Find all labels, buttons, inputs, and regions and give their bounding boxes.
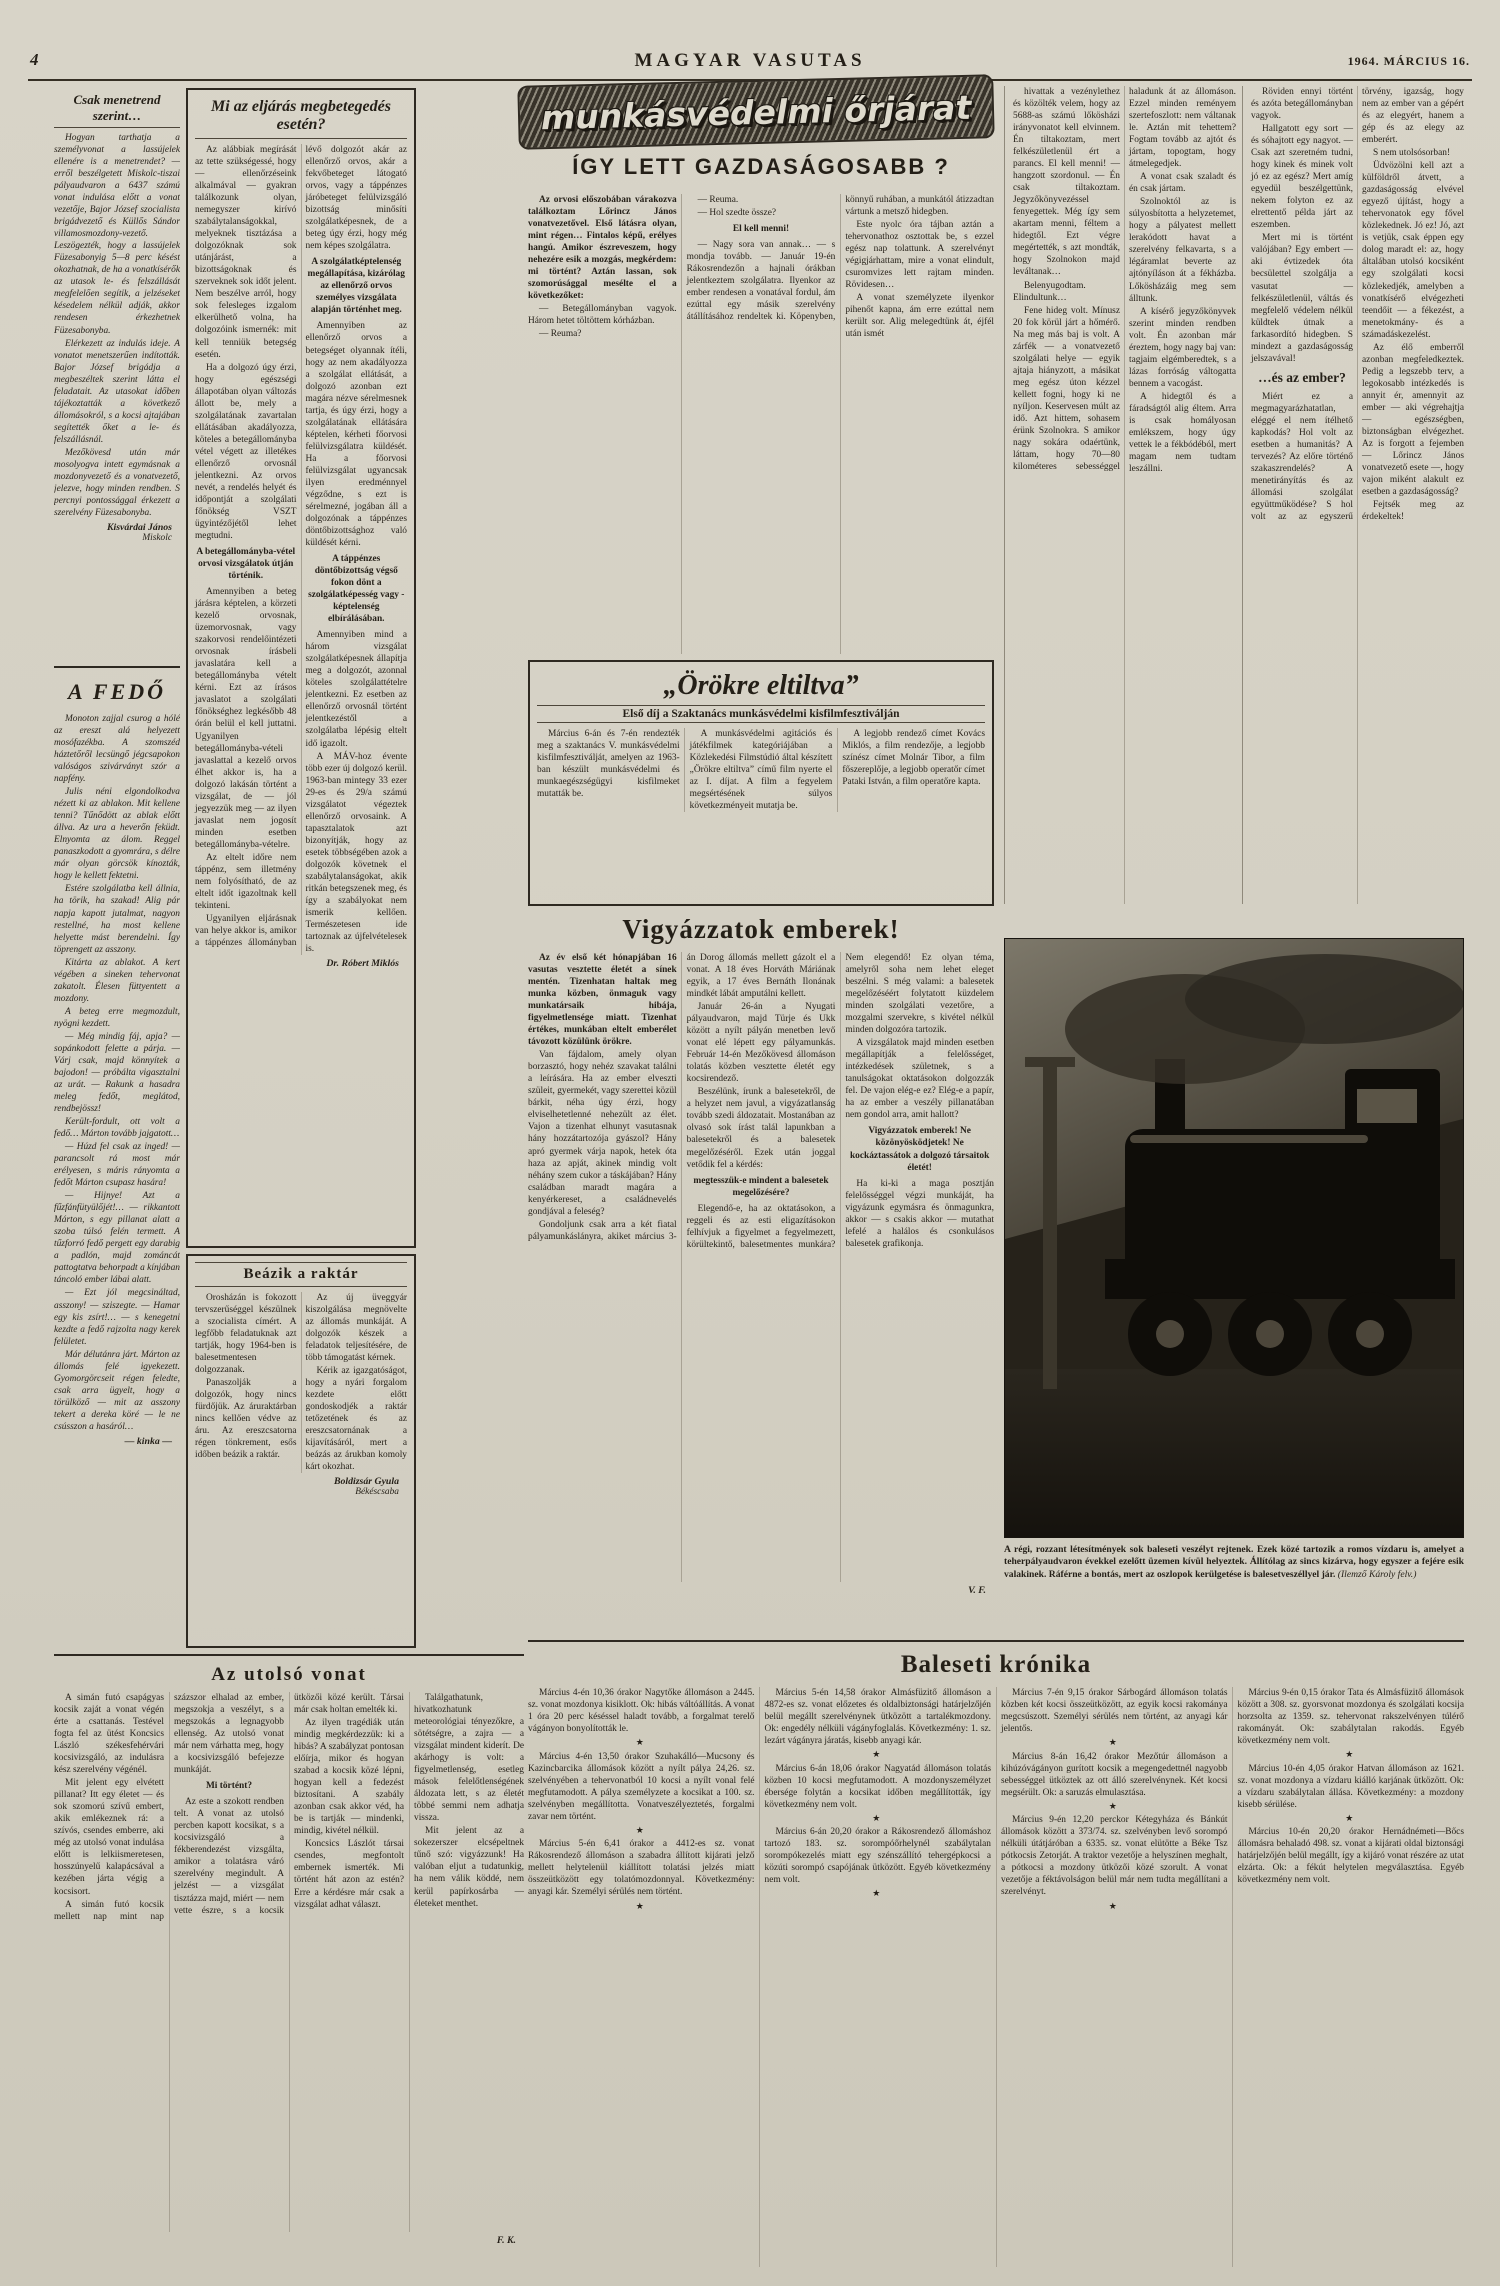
paragraph: Mert mi is történt valójában? Egy embert — aki évtizedek óta becsülettel szolgálja a vasutat — felkészületlenül, váltás és megfelelő védelem nélkül küldtek útnak a farkasordító hidegben. S mindezt a gazdaságosság jelszavával! [1251,233,1353,364]
paragraph: Koncsics Lászlót társai csendes, megfontolt embernek ismerték. Mi történt hát azon az estén? Erre a kérdésre már csak a vizsgálat adhat választ. [294,1839,404,1910]
paragraph: Az eltelt időre nem táppénz, sem illetmény nem folyósítható, de az eltelt időt igazoltnak kell tekinteni. [195,852,297,911]
article-baleseti-kronika [528,1640,1464,2286]
paragraph: A simán futó kocsik mellett nap mint nap százszor elhalad az ember, megszokja a veszélyt, s a megszokás a legnagyobb ellenség. Az utolsó vonat már nem várhatta meg, hogy a kocsivizsgáló befejezze munkáját. [54,1693,284,1922]
banner-title: munkásvédelmi őrjárat [540,87,972,137]
paragraph: Mit jelent egy elvétett pillanat? Itt egy életet — és sok szomorú szívű embert, akik emlékeznek rá: a szívós, csendes emberre, aki még az utolsó vonat indulása előtt is lelkiismeretesen, hosszúnyelű kalapácsával a kezében járta végig a kocsisort. [54,1778,164,1897]
paragraph: A MÁV-hoz évente több ezer új dolgozó kerül. 1963-ban mintegy 33 ezer 29-es és 29/a számú vizsgálatot végeztek ellenőrző orvosaink. A tapasztalatok azt bizonyítják, hogy az esetek többségében azok a dolgozók követnek el szabálytalanságokat, akik ritkán betegszenek meg, és így a szabályokat nem ismerik kellően. Természetesen ide tartoznak az újfelvételesek is. [305,751,407,955]
article-body [537,728,985,812]
paragraph: Kérik az igazgatóságot, hogy a nyári forgalom kezdete előtt gondoskodjék a raktár tetőzetének és az ereszcsatornának a kijavításáról, mert a beázás az árukban komoly kárt okozhat. [305,1366,407,1473]
article-body [528,952,994,1582]
article-body [54,713,180,1433]
page-number: 4 [30,50,39,69]
article-csak-menetrend [54,92,180,658]
paragraph: Március 7-én 9,15 órakor Sárbogárd állomáson tolatás közben két kocsi összeütközött, az egyik kocsi rakománya megcsúszott. Személyi sérülés nem történt, az anyagi kár jelentős. [1001,1688,1228,1735]
paragraph: Miért ez a megmagyarázhatatlan, eléggé el nem ítélhető kapkodás? Hol volt az esetben a humanitás? A tervezés? Az előre történő szakaszrendelés? A menetirányítás és az állomási szolgálat együttműködése? S hol volt az az egyszerű törvény, igazság, hogy nem az ember van a gépért és az elegyért, hanem a gép és az elegy az emberért. [1251,87,1464,523]
paragraph: — Hijnye! Azt a fűzfánfütyülőjét!… — rikkantott Márton, s egy pillanat alatt a szoba túlsó felén termett. A tűzforró fedő pergett egy darabig a padlón, majd zománcát pattogtatva behorpadt a kínjában táncoló ember lábai alatt. [54,1191,180,1286]
paragraph: Üdvözölni kell azt a külföldről átvett, a gazdaságosság elvével egyező újítást, hogy a tehervonatok egy fővel közlekednek. Jó ez! Jó, azt is vetjük, csak éppen egy dolog maradt el: az, hogy általában utolsó kocsiként egy szolgálati kocsi közlekedjék, amelyben a vonatkísérő elvégezheti teendőit — a fékezést, a menetokmány- és a számadáskezelést. [1362,161,1464,340]
article-title: Csak menetrend szerint… [54,92,180,128]
photo-credit: (Ilemző Károly felv.) [1337,1568,1417,1580]
paragraph: A hidegtől és a fáradságtól alig éltem. Arra is csak homályosan emlékszem, hogy úgy vettek le a fékbódéból, mert magam nem tudtam leszállni. [1129,391,1236,474]
article-title: Vigyázzatok emberek! [622,914,900,944]
article-title: A FEDŐ [67,679,167,704]
article-gazdasagosabb-continuation [1004,86,1236,904]
paragraph: Amennyiben az ellenőrző orvos a betegséget olyannak ítéli, hogy az nem akadályozza a szolgálat ellátását, a dolgozó azonban ezt magára nézve sérelmesnek tartja, és úgy érzi, hogy a szolgálatának ellátására képtelen, kérheti főorvosi felülvizsgálatra küldését. Ha a főorvosi felülvizsgálat ugyancsak ilyen eredménnyel végződne, s ezt is sérelmezné, jogában áll a dolgozónak a táppénzes döntőbizottsághoz való küldését kérni. [305,321,407,548]
paragraph: Március 5-én 6,41 órakor a 4412-es sz. vonat Rákosrendező állomáson a szabadra állított kijárati jelző mellett helytelenül kiállított tolatási jelzés miatt összeütközött egy tolatómozdonnyal. Következmény: anyagi kár. Személyi sérülés nem történt. [528,1839,755,1898]
article-body [1013,86,1236,904]
paragraph: Kitárta az ablakot. A kert végében a sineken tehervonat zakatolt. Élesen füttyentett a mozdony. [54,957,180,1004]
paragraph: Hallgatott egy sort — és sóhajtott egy nagyot. — Csak azt szeretném tudni, hogy kinek és minek volt jó ez az egész? Mert amíg egyedül beszélgettünk, nekem folyton ez az elrettentő példa járt az eszemben. [1251,124,1353,231]
subhead: megtesszük-e mindent a balesetek megelőzésére? [693,1175,829,1198]
paragraph: — Reuma? [539,329,582,340]
paragraph: Orosházán is fokozott tervszerűséggel készülnek a szocialista címért. A legfőbb feladatuknak azt tartják, hogy 1964-ben is balesetmentesen dolgozzanak. [195,1293,297,1376]
paragraph: — Reuma. [697,195,739,205]
paragraph: Találgathatunk, hivatkozhatunk meteorológiai tényezőkre, a sötétségre, a zajra — a vizsgálat mindent kiderít. De akárhogy is volt: a figyelmetlenség, esetleg mások felelőtlenségének áldozata lett, s az életét többé semmi nem adhatja vissza. [414,1693,524,1824]
article-signature: Kisvárdai János [106,522,172,533]
paragraph: A munkásvédelmi agitációs és játékfilmek kategóriájában a Közlekedési Filmstúdió által készített „Örökre eltiltva” című film nyerte el az I. díjat. A film a fegyelem megsértésének súlyos következményeit mutatja be. [689,729,833,812]
paragraph: Az élő emberről azonban megfeledkeztek. Pedig a legszebb terv, a legokosabb intézkedés is annyit ér, amennyit az ember — aki végrehajtja — egészségben, biztonságban elvégezhet. Az is forgott a fejemben — Lőrincz János vonatvezető esete —, hogy vajon miként alakult ez esetben a gazdaságosság? [1362,342,1464,498]
paragraph: A legjobb rendező címet Kovács Miklós, a film rendezője, a legjobb színész címet Molnár Tibor, a film főszereplője, a legjobb operatőr címet Pataki István, a film operatőre kapta. [842,729,985,788]
paragraph: Került-fordult, ott volt a fedő… Márton tovább jajgatott… [54,1117,180,1140]
star: ★ [872,1888,884,1899]
photo-caption [1004,1544,1464,1632]
paragraph: — Még mindig fáj, apja? — sopánkodott felette a párja. — Várj csak, majd könnyítek a bajodon! — próbálta vigasztalni az urát. — Rakunk a hasadra meleg fedőt, meglátod, rendbejössz! [54,1031,180,1114]
campaign-banner [517,74,994,150]
article-es-az-ember [1242,86,1464,904]
paragraph: Fejtsék meg az érdekeltek! [1362,500,1464,523]
star: ★ [1345,1749,1357,1760]
paragraph: A simán futó csapágyas kocsik zaját a vonat végén érte a csattanás. Testével fogta fel az ütést Koncsics László székesfehérvári kocsivizsgáló, az indulásra kész szerelvény végénél. [54,1693,164,1776]
subhead: El kell menni! [732,224,790,235]
article-beazik-box [186,1254,416,1648]
paragraph: Március 5-én 14,58 órakor Almásfüzitő állomáson a 4872-es sz. vonat előzetes és oldalbiztonsági határjelzőjén belül megállt szerelvénynek ütközött a tartalékmozdony. Ok: engedély nélküli vágányfoglalás. Következmény: 1. sz. lezárt vágányra járatás, kisebb anyagi kár. [764,1688,991,1747]
paragraph: Panaszolják a dolgozók, hogy nincs fürdőjük. Az áruraktárban nincs kellően védve az áru. Az ereszcsatorna régen tönkrement, esős időben beázik a raktár. [195,1378,297,1461]
article-signature: Dr. Róbert Miklós [326,958,399,970]
paragraph: Már délutánra járt. Márton az állomás felé igyekezett. Gyomorgörcseit régen feledte, csak arra ügyelt, hogy a törülköző — mit az asszony tekert a dereka köré — le ne csússzon a hasáról… [54,1349,180,1432]
paragraph: A vonat csak szaladt és én csak jártam. [1129,172,1236,195]
signature-place: Miskolc [142,533,172,543]
paragraph: — Nagy sora van annak… — s mondja tovább. — Január 19-én Rákosrendezőn a hajnali órákban jelentkeztem szolgálatra. Ilyenkor az ember rendesen a vonatával fordul, ám ezúttal egy másik szerelvény átállításához rendeltek ki. Köpenyben, könnyű ruhában, a munkától átizzadtan vártunk a metsző hidegben. [686,195,994,323]
article-body-intro [1251,86,1353,365]
subhead: Mi történt? [205,1781,253,1792]
paragraph: Március 4-én 10,36 órakor Nagytőke állomáson a 2445. sz. vonat mozdonya kisiklott. Ok: hibás váltóállítás. A vonat 1 óra 20 perc késéssel haladt tovább, a forgalmat terelő vágányon bonyolították le. [528,1688,755,1735]
article-a-fedo [54,666,180,1650]
paragraph: A kísérő jegyzőkönyvek szerint minden rendben volt. Én azonban már éreztem, hogy nagy baj van: tagjaim elgémberedtek, s a lázas forróság váltogatta bennem a vacogást. [1129,306,1236,389]
star: ★ [1108,1900,1120,1911]
paragraph: Fene hideg volt. Mínusz 20 fok körül járt a hőmérő. Na meg más baj is volt. A zárfék — a vonatvezető szolgálati helye — egyik ajtaja hiányzott, a másikat meg egész úton kézzel kellett fogni, hogy ki ne nyíljon. Keservesen múlt az idő. Azt hittem, sohasem érünk Szolnokra. S amikor nagy sokára odaértünk, láttam, hogy 70—80 kilométeres sebességgel haladunk át az állomáson. Ezzel minden reményem szertefoszlott: nem váltanak le. Aztán mit tehettem? Fogtam tovább az ajtót és jártam, topogtam, hogy átmelegedjek. [1013,87,1236,472]
article-gazdasagosabb-body [528,194,994,654]
article-title: Az utolsó vonat [211,1664,367,1685]
paragraph: Március 10-én 4,05 órakor Hatvan állomáson az 1621. sz. vonat mozdonya a vízdaru kiálló karjának ütközött. Ok: a vízdaru szabálytalan állása. Következmény: a mozdony kisebb sérülése. [1237,1763,1464,1810]
masthead-title: MAGYAR VASUTAS [634,50,866,71]
article-body [528,1687,1464,2267]
star: ★ [872,1812,884,1823]
paragraph: Mezőkövesd után már mosolyogva intett egymásnak a mozdonyvezető és a vonatvezető, jelezve, hogy minden rendben. S percnyi pontossággal érkezett a szerelvény Füzesabonyba. [54,447,180,518]
paragraph: Julis néni elgondolkodva nézett ki az ablakon. Mit kellene tenni? Tűnődött az ablak előtt állva. Az ura a heverőn feküdt. Elnyomta az álom. Reggel panaszkodott a gyomrára, s délre már olyan görcsök kínozták, hogy le kellett fektetni. [54,787,180,882]
locomotive-photo-image [1005,939,1463,1537]
article-signature: — kinka — [124,1435,172,1447]
paragraph: Az alábbiak megírását az tette szükségessé, hogy — ellenőrzéseink alkalmával — gyakran találkozunk olyan, nemegyszer kirívó szabálytalanságokkal, melyeknek tisztázása a dolgozóknak sok utánjárást, a bizottságoknak és szerveknek sok időt jelent. Nem beszélve arról, hogy sok felesleges izgalom elkerülhető volna, ha dolgozóink ismernék: mit kell tenniük betegség esetén. [195,145,297,360]
article-body [54,1692,524,2232]
paragraph: S nem utolsósorban! [1373,148,1451,159]
paragraph: A vonat személyzete ilyenkor pihenőt kapna, ám erre ezúttal nem került sor. Alig melegedtünk át, éjfél után ismét [845,293,994,340]
article-title: Mi az eljárás megbetegedés esetén? [195,96,407,139]
paragraph: Március 8-án 16,42 órakor Mezőtúr állomáson a kihúzóvágányon gurított kocsik a megengedettnél nagyobb sebességgel ütköztek az ott álló szerelvénynek. Két kocsi megsérült. Ok: a saruzás elmulasztása. [1001,1751,1228,1798]
article-subtitle: Első díj a Szaktanács munkásvédelmi kisfilmfesztiválján [537,705,985,723]
paragraph: Március 4-én 13,50 órakor Szuhakálló—Mucsony és Kazincbarcika állomások között a nyílt pálya 24,26. sz. szelvényében a tehervonatból 10 kocsi a nyílt vonal felé megfutamodott. A pálya személyzete a kocsikat a 100. sz. szelvényben megállította. Vonatveszélyeztetés, forgalmi zavar nem történt. [528,1751,755,1822]
paragraph: — Hol szedte össze? [697,208,777,219]
paragraph: Gondoljunk csak arra a két fiatal pályamunkáslányra, akiket március 3-án Dorog állomás mellett gázolt el a vonat. A 18 éves Horváth Máriának egyik, a 17 éves Bernáth Ilonának mindkét lábát amputálni kellett. [528,953,836,1242]
paragraph: Röviden ennyi történt és azóta betegállományban vagyok. [1251,87,1353,122]
paragraph: Elegendő-e, ha az oktatásokon, a reggeli és az esti eligazításokon felhívjuk a figyelmet a fegyelmezett, körültekintő, balesetmentes munkára? Nem elegendő! Ez olyan téma, amelyről soha nem lehet eleget beszélni. S még valami: a balesetek megelőzéséért folytatott küzdelem minden szolgálati vezetőre, a mozgalmi szervekre, s kivétel nélkül minden dolgozóra tartozik. [686,953,994,1250]
article-title-gazdasagosabb: ÍGY LETT GAZDASÁGOSABB ? [572,154,950,179]
paragraph: Március 10-én 20,20 órakor Hernádnémeti—Bőcs állomásra behaladó 498. sz. vonat a kijárati oldal biztonsági határjelzőjén belül megállt, így a kijáró vonat részére az utat elzárta. Ok: a fékút helytelen megválasztása. Egyéb következmény nem volt. [1237,1827,1464,1886]
paragraph: Az este a szokott rendben telt. A vonat az utolsó percben kapott kocsikat, s a kocsivizsgáló a fékberendezést vizsgálta, amikor a tolatásra váró szerelvény megindult. A jelzést — a vizsgálat tisztázza majd, miért — nem vette észre, s a kocsik ütközői közé került. Társai már csak holtan emelték ki. [174,1693,404,1916]
subhead: Vigyázzatok emberek! Ne közönyösködjetek! Ne kockáztassátok a dolgozó társaitok életét! [849,1126,990,1173]
article-body [528,194,994,654]
paragraph: Ha a dolgozó úgy érzi, hogy egészségi állapotában olyan változás állott be, mely a szolgálatának zavartalan ellátásában akadályozza, köteles a betegállományba vétel végett az illetékes ellenőrző orvosnál jelentkezni. Az orvos nevét, a rendelés helyét és időpontját a szolgálati főnökség VSZT ügyintézőjétől lehet megtudni. [195,362,297,541]
paragraph: Szolnoktól az is súlyosbította a helyzetemet, hogy a pályatest mellett lerakódott havat a szerelvény felkavarta, s a légáramlat beverte az ajtónyíláson át a fékházba. Lőkösházáig meg sem álltunk. [1129,197,1236,304]
caption-text: A régi, rozzant létesítmények sok baleseti veszélyt rejtenek. Ezek közé tartozik a romos vízdaru is, amelyet a teherpályaudvaron évekkel ezelőtt üzemen kívül helyeztek. Állítólag az sincs kizárva, hogy egyszer a fejére esik valakinek. Ráférne a bontás, mert az oszlopok kerülgetése is balesetveszéllyel jár. [1004,1544,1464,1580]
paragraph: Március 6-án és 7-én rendezték meg a szaktanács V. munkásvédelmi kisfilmfesztiválját, amelyen az 1963-ban készült munkásvédelmi és munkaegészségügyi kisfilmeket mutatták be. [537,729,680,800]
paragraph: Március 6-án 20,20 órakor a Rákosrendező állomáshoz tartozó 183. sz. sorompóőrhelynél szabálytalan sorompókezelés miatt egy szénszállító tehergépkocsi a közúti sorompó csapójának ütközött. Egyéb következmény nem volt. [764,1827,991,1886]
paragraph: Belenyugodtam. Elindultunk… [1013,280,1086,303]
article-body [195,144,407,955]
star: ★ [635,1737,647,1748]
paragraph: Elérkezett az indulás ideje. A vonatot menetszerűen indították. Bajor József brigádja a megbeszéltek szerint látta el feladatait. Az utasokat időben tájékoztatták a következő állomásokról, s a kocsi ajtajában segítették őket a le- és felszállásnál. [54,338,180,445]
paragraph: Estére szolgálatba kell állnia, ha törik, ha szakad! Alig pár napja kapott jutalmat, nagyon restellné, ha most kellene helyette mást berendelni. Így töprengett az asszony. [54,884,180,955]
paragraph: Az év első két hónapjában 16 vasutas vesztette életét a sínek mentén. Tizenhatan haltak meg munka közben, önmaguk vagy munkatársaik hibája, figyelmetlensége miatt. Tizenhat értékes, munkában eltelt emberélet távozott közülünk örökre. [528,953,677,1048]
article-utolso-vonat [54,1654,524,2280]
star: ★ [635,1824,647,1835]
paragraph: Március 6-án 18,06 órakor Nagyatád állomáson tolatás közben 10 kocsi megfutamodott. A mozdonyszemélyzet ébersége folytán a kocsikat időben megállították, így következmény nem volt. [764,1763,991,1810]
article-title: „Örökre eltiltva” [663,670,859,701]
paragraph: Az új üveggyár kiszolgálása megnövelte az állomás munkáját. A dolgozók készek a feladatok teljesítésére, de több támogatást kérnek. [305,1293,407,1364]
paragraph: Március 9-én 0,15 órakor Tata és Almásfüzitő állomások között a 308. sz. gyorsvonat mozdonya és szolgálati kocsija horzsolta az 1359. sz. tehervonat rakszelvényen túlérő rakományát. Ok: szabálytalan rakodás. Egyéb következmény nem volt. [1237,1688,1464,1747]
paragraph: Van fájdalom, amely olyan borzasztó, hogy nehéz szavakat találni a leírására. Ha az ember elveszti szüleit, gyermekét, vagy szerettei közül bárkit, néha úgy érzi, hogy elviselhetetlenné nehezült az élet. Vajon a tizenhat elhunyt vasutasnak hány hozzátartozója gyászol? Hány apró gyermek várja napok, hetek óta haza az apját, akinek mindig volt néhány szem cukor a táskájában? Hány családban maradt magára a kenyérkereset, a családnevelés gondjával a feleség? [528,1050,677,1217]
article-title: Beázik a raktár [195,1262,407,1287]
paragraph: — Húzd fel csak az inged! — parancsolt rá most már erélyesen, s máris rányomta a fedőt Márton csupasz hasára! [54,1142,180,1189]
paragraph: A beteg erre megmozdult, nyögni kezdett. [54,1006,180,1029]
paragraph: Mit jelent az a sokezerszer elcsépeltnek tűnő szó: vigyázzunk! Ha valóban eljut a tudatunkig, ha nem válik köddé, nem kerül papírkosárba — életeket menthet. [414,1826,524,1909]
paragraph: Monoton zajjal csurog a hólé az ereszt alá helyezett mosófazékba. A szomszéd háztetőről lecsüngő jégcsapokon valóságos szivárványt szór a napfény. [54,714,180,785]
article-body [195,1292,407,1473]
paragraph: Amennyiben mind a három vizsgálat szolgálatképesnek állapítja meg a dolgozót, azonnal köteles szolgálattételre jelentkezni. Ez esetben az ellenőrző orvosnál történt jelentkezéstől a szolgálatba lépésig eltelt idő igazolt. [305,630,407,749]
signature-place: Békéscsaba [355,1487,399,1498]
paragraph: Este nyolc óra tájban aztán a tehervonathoz osztottak be, s ezzel egész nap tolattunk. A szerelvényt végigjárhattam, mire a vonat elindult, csuromvizes lett rajtam minden. Rövidesen… [845,220,994,291]
paragraph: — Betegállományban vagyok. Három hetet töltöttem kórházban. [528,304,677,327]
paragraph: Beszélünk, írunk a balesetekről, de a helyzet nem javul, a vigyázatlanság tovább szedi áldozatait. Mostanában az olvasó sok írást talál lapunkban a balesetekről és a balesetek megelőzéséről. Ezek után joggal vetődik fel a kérdés: [686,1087,836,1170]
star: ★ [1345,1812,1357,1823]
article-signature: F. K. [496,2235,516,2246]
subhead: A betegállományba-vétel orvosi vizsgálatok útján történik. [196,547,296,582]
star: ★ [872,1749,884,1760]
paragraph: Az ilyen tragédiák után mindig megkérdezzük: ki a hibás? A szabályzat pontosan előírja, mikor és hogyan szabad a kocsik közé lépni, hogyan kell a fedezést biztosítani. A szabály azonban csak akkor véd, ha be is tartják — mindenki, mindig, kivétel nélkül. [294,1718,404,1837]
paragraph: Az orvosi előszobában várakozva találkoztam Lőrincz János vonatvezetővel. Első látásra olyan, mint régen… Fintalos képű, erélyes hangú. Amikor észreveszem, hogy nehezére esik a mozgás, megkérdem: mi történt? Aztán lassan, sok szomorúsággal mesélte el a következőket: [528,195,677,302]
subhead: A táppénzes döntőbizottság végső fokon dönt a szolgálatképesség vagy -képtelenség elbírálásában. [308,554,405,625]
paragraph: hivattak a vezénylethez és közölték velem, hogy az 5688-as számú lőkösházi irányvonatot kell elvinnem. Én tiltakoztam, mert felkészületlenül ért a parancs. El kell menni! — hangzott szordonul. — Én csak tiltakoztam. Jegyzőkönyvezéssel fenyegettek. Még így sem akartam menni, féltem a hidegtől. Ezt végre megértették, s azt mondták, hogy Szolnokon majd leváltanak… [1013,87,1120,278]
star: ★ [1108,1737,1120,1748]
section-title: …és az ember? [1258,369,1346,385]
article-signature: V. F. [968,1585,986,1596]
article-orokre-eltiltva [528,660,994,906]
article-title: Baleseti krónika [900,1651,1092,1678]
article-body [54,132,180,519]
paragraph: Ha ki-ki a maga posztján felelősséggel végzi munkáját, ha vigyázunk egymásra és önmagunkra, akkor — s csakis akkor — mutathat lefelé a halálos és csonkulásos balesetek grafikonja. [845,1178,994,1249]
paragraph: Március 9-én 12,20 perckor Kétegyháza és Bánkút állomások között a 373/74. sz. szelvényben levő sorompó nélküli útátjáróban a 6335. sz. vonat elütötte a Béke Tsz pótkocsis Zetorját. A traktor vezetője a helyszínen meghalt, a pótkocsi a mozdony ütközői közé szorult. A vonat vezetője a féktávolságon belül már nem tudta megállítani a szerelvényt. [1001,1815,1228,1898]
locomotive-photo [1004,938,1464,1538]
subhead: A szolgálatképtelenség megállapítása, kizárólag az ellenőrző orvos személyes vizsgálata alapján történhet meg. [307,257,405,316]
paragraph: — Ezt jól megcsináltad, asszony! — sziszegte. — Hamar egy kis zsírt!… — s kenegetni kezdte a fedő rajzolta nagy kerek felületet. [54,1288,180,1347]
paragraph: A vizsgálatok majd minden esetben megállapítják a felelősséget, intézkedések születnek, s a tanulságokat oktatásokon dolgozzák fel. De vajon elég-e ez? Elég-e a papír, ha az ember a veszély pillanatában nem gondol arra, amit hallott? [845,1038,994,1121]
article-eljaras-box [186,88,416,1248]
article-signature: Boldizsár Gyula [333,1476,399,1488]
article-vigyazzatok [528,914,994,1638]
paragraph: Hogyan tarthatja a személyvonat a lassújelek ellenére is a menetrendet? — erről beszélgetett Miskolc-tiszai pályaudvaron a 6437 számú vonat indulása előtt a vonat vezetője, Bajor József szocialista brigádvezető és Küllős Sándor villamosmozdony-vezető. Leszögezték, hogy a lassújelek Füzesabonyig 5—8 perc késést okozhatnak, de ha a vonatkísérők az utasok le- és felszállását megfelelően segítik, a jelzéseket késedelem nélkül adják, akkor rendesen érkezhetnek Füzesabonyba. [54,133,180,336]
paragraph: Január 26-án a Nyugati pályaudvaron, majd Türje és Ukk között a nyílt pályán menetben levő vonat elé lépett egy pályamunkás. Február 14-én Mezőkövesd állomáson tolatás közben vesztette életét egy kocsirendező. [686,1002,836,1085]
star: ★ [1108,1800,1120,1811]
paragraph: Amennyiben a beteg járásra képtelen, a körzeti kezelő orvosnak, üzemorvosnak, vagy szakorvosi rendelőintézeti orvosnak írásbeli javaslatára kell a betegállományba vételt kérni. Ezt az írásos javaslatot a szolgálati főnökséghez legkésőbb 48 órán belül el kell juttatni. Ugyanilyen betegállományba-vételi javaslattal a kezelő orvos élhet akkor is, ha a dolgozó lakásán történt a vizsgálat, de — jól jegyezzük meg — az ilyen javaslat nem jogosít minden esetben betegállományba-vételre. [195,587,297,850]
star: ★ [635,1900,647,1911]
issue-date: 1964. MÁRCIUS 16. [1347,54,1470,68]
paragraph: Ugyanilyen eljárásnak van helye akkor is, amikor a táppénzes állományban lévő dolgozót akár az ellenőrző orvos, akár a fekvőbeteget látogató orvos, vagy a táppénzes járóbeteget felülvizsgáló bizottság minősíti szolgálatképesnek, de a beteg úgy érzi, hogy még nem képes szolgálatra. [195,145,407,949]
